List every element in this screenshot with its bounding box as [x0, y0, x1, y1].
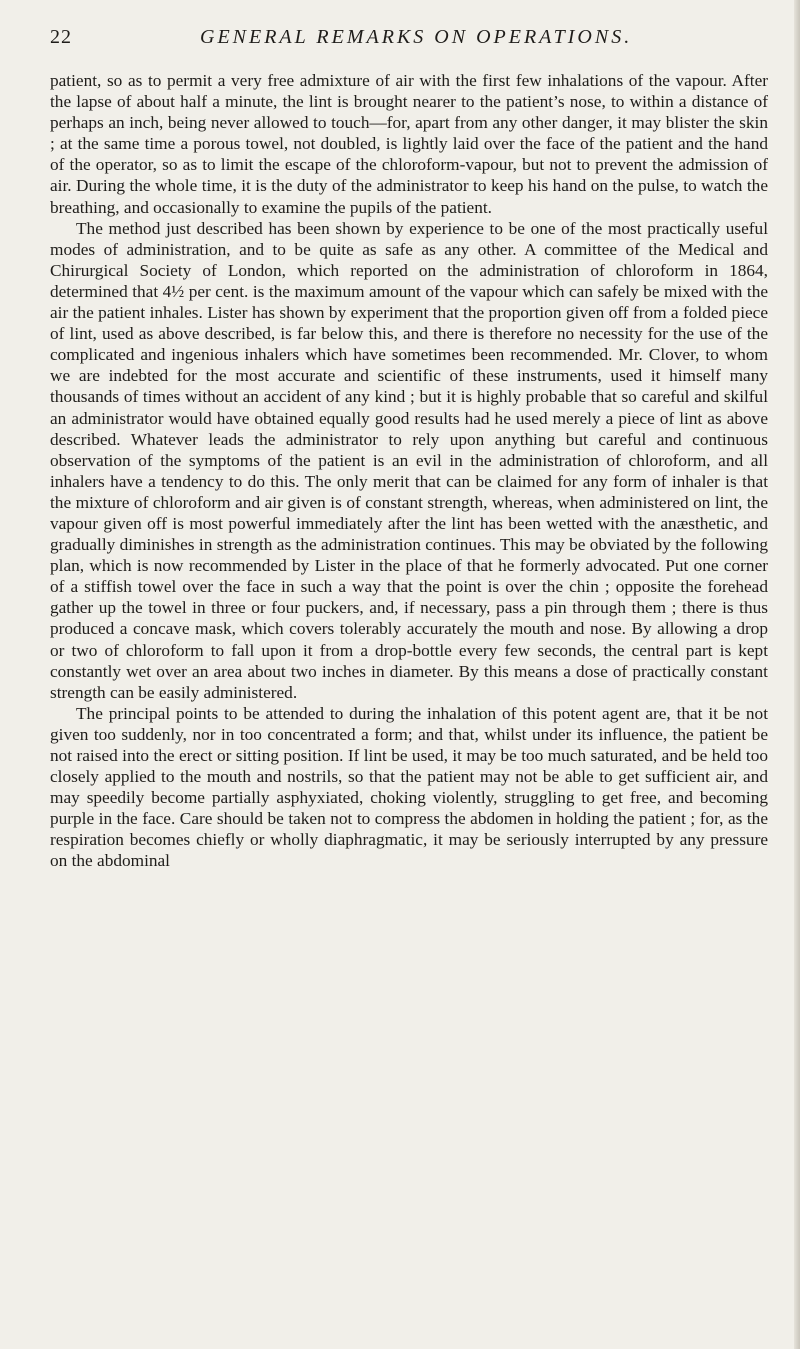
page-edge — [794, 0, 800, 1349]
paragraph-2: The method just described has been shown by experience to be one of the most practically useful modes of administration, and to be quite as safe as any other. A committee of the Medical and Chirurgical Society of London, which reported on the administration of chloroform in 1864, determined that 4½ per cent. is the maximum amount of the vapour which can safely be mixed with the air the patient inhales. Lister has shown by experiment that the proportion given off from a folded piece of lint, used as above described, is far below this, and there is therefore no necessity for the use of the complicated and ingenious inhalers which have sometimes been recommended. Mr. Clover, to whom we are indebted for the most accurate and scientific of these instruments, used it himself many thousands of times without an accident of any kind ; but it is highly probable that so careful and skilful an administrator would have obtained equally good results had he used merely a piece of lint as above described. Whatever leads the administrator to rely upon anything but careful and continuous observation of the symptoms of the patient is an evil in the administration of chloroform, and all inhalers have a tendency to do this. The only merit that can be claimed for any form of inhaler is that the mixture of chloroform and air given is of constant strength, whereas, when administered on lint, the vapour given off is most powerful immediately after the lint has been wetted with the anæsthetic, and gradually diminishes in strength as the administration continues. This may be obviated by the following plan, which is now recommended by Lister in the place of that he formerly advocated. Put one corner of a stiffish towel over the face in such a way that the point is over the chin ; opposite the forehead gather up the towel in three or four puckers, and, if necessary, pass a pin through them ; there is thus produced a concave mask, which covers tolerably accurately the mouth and nose. By allowing a drop or two of chloroform to fall upon it from a drop-bottle every few seconds, the central part is kept constantly wet over an area about two inches in diameter. By this means a dose of practically constant strength can be easily administered. — [50, 218, 768, 702]
paragraph-3: The principal points to be attended to during the inhalation of this potent agent are, that it be not given too suddenly, nor in too concentrated a form; and that, whilst under its influence, the patient be not raised into the erect or sitting position. If lint be used, it may be too much saturated, and be held too closely applied to the mouth and nostrils, so that the patient may not be able to get sufficient air, and may speedily become partially asphyxiated, choking violently, struggling to get free, and becoming purple in the face. Care should be taken not to compress the abdomen in holding the patient ; for, as the respiration becomes chiefly or wholly diaphragmatic, it may be seriously interrupted by any pressure on the abdominal — [50, 703, 768, 871]
running-head: GENERAL REMARKS ON OPERATIONS. — [200, 26, 633, 48]
page-number: 22 — [50, 26, 72, 48]
body-text — [50, 70, 768, 872]
page-header — [50, 18, 770, 54]
paragraph-1: patient, so as to permit a very free admixture of air with the first few inhalations of the vapour. After the lapse of about half a minute, the lint is brought nearer to the patient’s nose, to within a distance of perhaps an inch, being never allowed to touch—for, apart from any other danger, it may blister the skin ; at the same time a porous towel, not doubled, is lightly laid over the face of the patient and the hand of the operator, so as to limit the escape of the chloroform-vapour, but not to prevent the admission of air. During the whole time, it is the duty of the administrator to keep his hand on the pulse, to watch the breathing, and occasionally to examine the pupils of the patient. — [50, 71, 768, 217]
